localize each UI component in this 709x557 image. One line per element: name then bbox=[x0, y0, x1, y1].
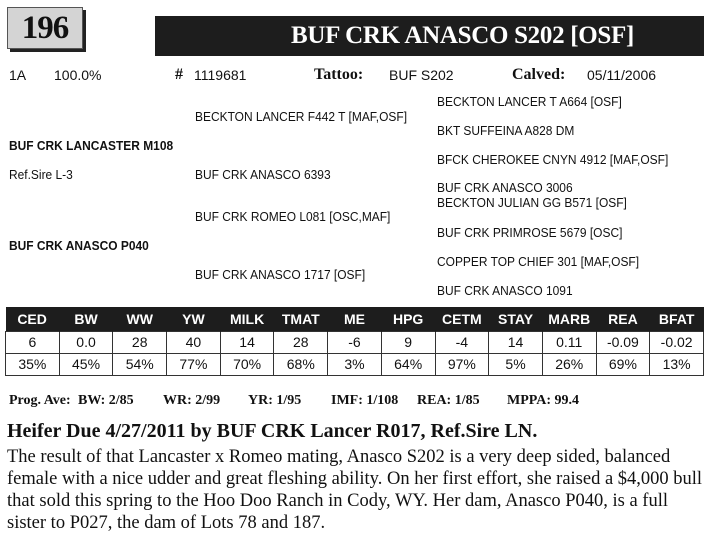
animal-name: BUF CRK ANASCO S202 [OSF] bbox=[155, 16, 704, 56]
epd-table bbox=[5, 307, 704, 376]
epd-value-cell: 0.0 bbox=[59, 331, 113, 353]
epd-header-cetm: CETM bbox=[435, 307, 489, 331]
epd-header-tmat: TMAT bbox=[274, 307, 328, 331]
progeny-imf: IMF: 1/108 bbox=[331, 393, 399, 408]
ancestor-6: BUF CRK PRIMROSE 5679 [OSC] bbox=[437, 225, 623, 240]
progeny-rea: REA: 1/85 bbox=[417, 393, 480, 408]
epd-header-marb: MARB bbox=[542, 307, 596, 331]
epd-percentile-cell: 35% bbox=[6, 353, 60, 375]
ancestor-5: BECKTON JULIAN GG B571 [OSF] bbox=[437, 195, 627, 210]
progeny-mppa: MPPA: 99.4 bbox=[507, 393, 580, 408]
progeny-yr: YR: 1/95 bbox=[248, 393, 302, 408]
ancestor-7: COPPER TOP CHIEF 301 [MAF,OSF] bbox=[437, 254, 640, 269]
progeny-wr: WR: 2/99 bbox=[163, 393, 221, 408]
epd-percentile-cell: 54% bbox=[113, 353, 167, 375]
epd-percentile-cell: 5% bbox=[489, 353, 543, 375]
epd-value-cell: -6 bbox=[328, 331, 382, 353]
dam-name: BUF CRK ANASCO P040 bbox=[9, 238, 149, 253]
epd-value-cell: 6 bbox=[6, 331, 60, 353]
epd-percentile-cell: 26% bbox=[542, 353, 596, 375]
epd-header-milk: MILK bbox=[220, 307, 274, 331]
epd-value-cell: 9 bbox=[381, 331, 435, 353]
epd-value-cell: -0.02 bbox=[650, 331, 704, 353]
epd-value-cell: 28 bbox=[113, 331, 167, 353]
breeding-headline: Heifer Due 4/27/2011 by BUF CRK Lancer R017, Ref.Sire LN. bbox=[7, 420, 538, 442]
epd-percentile-cell: 68% bbox=[274, 353, 328, 375]
epd-header-rea: REA bbox=[596, 307, 650, 331]
epd-percentile-cell: 97% bbox=[435, 353, 489, 375]
sire-dam: BUF CRK ANASCO 6393 bbox=[195, 167, 331, 182]
sire-sire: BECKTON LANCER F442 T [MAF,OSF] bbox=[195, 109, 408, 124]
dam-dam: BUF CRK ANASCO 1717 [OSF] bbox=[195, 267, 366, 282]
tattoo-value: BUF S202 bbox=[389, 67, 454, 83]
percent-value: 100.0% bbox=[54, 67, 102, 83]
epd-header-stay: STAY bbox=[489, 307, 543, 331]
registration-number: 1119681 bbox=[194, 67, 247, 83]
epd-header-row bbox=[6, 307, 704, 331]
epd-value-cell: 0.11 bbox=[542, 331, 596, 353]
progeny-label: Prog. Ave: bbox=[9, 393, 71, 408]
lot-description: The result of that Lancaster x Romeo mating, Anasco S202 is a very deep sided, balanced female with a nice udder and great fleshing ability. On her first effort, she raised a $4,000 bull that sold this spring to the Hoo Doo Ranch in Cody, WY. Her dam, Anasco P040, is a full sister to P027, the dam of Lots 78 and 187. bbox=[7, 447, 703, 533]
epd-percentile-cell: 13% bbox=[650, 353, 704, 375]
sire-name: BUF CRK LANCASTER M108 bbox=[9, 138, 174, 153]
epd-value-cell: 28 bbox=[274, 331, 328, 353]
progeny-bw: BW: 2/85 bbox=[78, 393, 134, 408]
ancestor-3: BFCK CHEROKEE CNYN 4912 [MAF,OSF] bbox=[437, 152, 669, 167]
epd-value-row bbox=[6, 331, 704, 353]
ref-sire: Ref.Sire L-3 bbox=[9, 167, 73, 182]
epd-percentile-row bbox=[6, 353, 704, 375]
epd-percentile-cell: 64% bbox=[381, 353, 435, 375]
ancestor-4: BUF CRK ANASCO 3006 bbox=[437, 180, 573, 195]
calved-label: Calved: bbox=[512, 66, 566, 83]
epd-percentile-cell: 69% bbox=[596, 353, 650, 375]
epd-value-cell: -0.09 bbox=[596, 331, 650, 353]
epd-value-cell: -4 bbox=[435, 331, 489, 353]
lot-number: 196 bbox=[7, 7, 83, 49]
epd-header-yw: YW bbox=[167, 307, 221, 331]
epd-header-bfat: BFAT bbox=[650, 307, 704, 331]
epd-value-cell: 14 bbox=[489, 331, 543, 353]
epd-percentile-cell: 3% bbox=[328, 353, 382, 375]
ancestor-1: BECKTON LANCER T A664 [OSF] bbox=[437, 94, 622, 109]
lot-code: 1A bbox=[9, 67, 27, 83]
dam-sire: BUF CRK ROMEO L081 [OSC,MAF] bbox=[195, 209, 391, 224]
epd-value-cell: 14 bbox=[220, 331, 274, 353]
ancestor-8: BUF CRK ANASCO 1091 bbox=[437, 283, 573, 298]
epd-header-hpg: HPG bbox=[381, 307, 435, 331]
epd-percentile-cell: 77% bbox=[167, 353, 221, 375]
epd-header-ww: WW bbox=[113, 307, 167, 331]
tattoo-label: Tattoo: bbox=[314, 66, 364, 83]
reg-label: # bbox=[175, 66, 183, 83]
epd-value-cell: 40 bbox=[167, 331, 221, 353]
epd-header-ced: CED bbox=[6, 307, 60, 331]
calved-date: 05/11/2006 bbox=[587, 67, 657, 83]
epd-header-bw: BW bbox=[59, 307, 113, 331]
epd-percentile-cell: 70% bbox=[220, 353, 274, 375]
epd-header-me: ME bbox=[328, 307, 382, 331]
ancestor-2: BKT SUFFEINA A828 DM bbox=[437, 123, 575, 138]
epd-percentile-cell: 45% bbox=[59, 353, 113, 375]
